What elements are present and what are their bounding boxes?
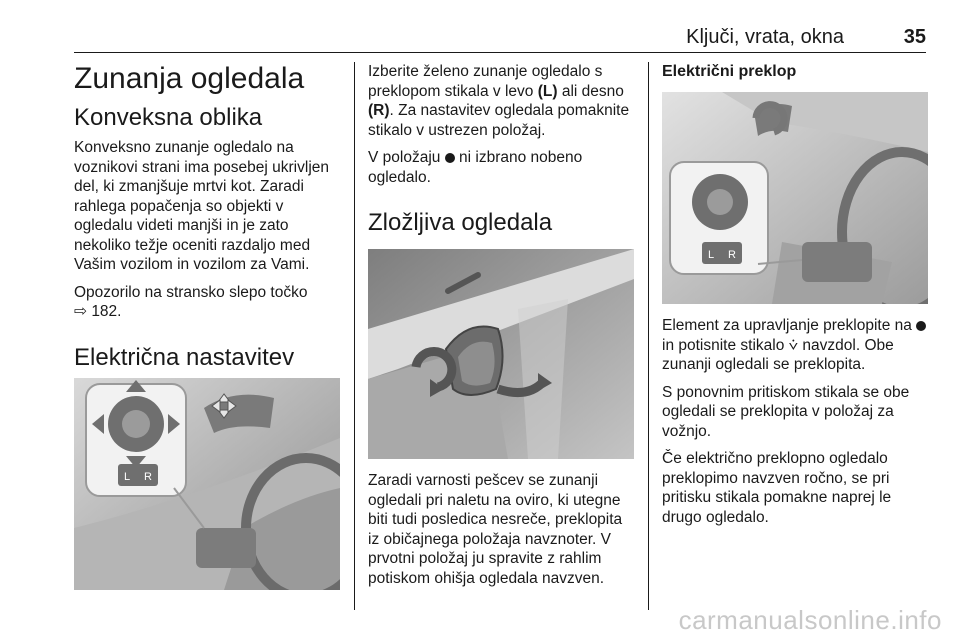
subsection-title-elektricni-preklop: Električni preklop xyxy=(662,63,797,80)
page-header xyxy=(74,22,926,53)
text-run: ali desno xyxy=(557,82,624,100)
paragraph-zaradi-varnosti: Zaradi varnosti pešcev se zunanji ogledali pri naletu na oviro, ki utegne biti tudi posledica nesreče, preklopita iz običajnega položaja navznoter. V prvotni položaj ju spravite z rahlim potiskom ohišja ogledala navzven. xyxy=(368,472,623,587)
figure-folding-mirror xyxy=(368,249,634,459)
text-run: V položaju xyxy=(368,149,445,166)
page-number: 35 xyxy=(903,26,926,48)
text-run: in potisnite stikalo xyxy=(662,336,789,354)
subsection-title-konveksna-oblika: Konveksna oblika xyxy=(74,104,263,131)
text-run: . Za nastavitev ogledala pomaknite stikalo v ustrezen položaj. xyxy=(368,102,630,139)
paragraph-konveksna: Konveksno zunanje ogledalo na voznikovi strani ima posebej ukrivljen del, ki zmanjšuje mrtvi kot. Zaradi rahlega popačenja so objekti v ogledalu videti manjši in je zato nekoliko težje oceniti razdaljo med Vašim vozilom in vozilom za Vami. xyxy=(74,139,330,273)
column-3 xyxy=(662,62,928,535)
label-left-L: (L) xyxy=(537,82,558,100)
text-run: Izberite želeno zunanje ogledalo s preklopom stikala v levo xyxy=(368,63,603,100)
subsection-title-elektricna-nastavitev: Električna nastavitev xyxy=(74,343,295,371)
subsection-title-zlozljiva-ogledala: Zložljiva ogledala xyxy=(368,209,553,236)
filled-circle-icon xyxy=(445,153,455,163)
figure-label-L: L xyxy=(124,470,131,483)
column-divider xyxy=(354,62,355,610)
figure-label-R: R xyxy=(728,249,736,261)
column-2 xyxy=(368,62,634,596)
text-run: ni izbrano nobeno ogledalo. xyxy=(368,149,583,186)
column-divider xyxy=(648,62,649,610)
paragraph-element xyxy=(662,316,928,375)
figure-label-L: L xyxy=(708,249,715,261)
header-title: Ključi, vrata, okna xyxy=(686,26,844,48)
column-1 xyxy=(74,62,340,602)
paragraph-s-ponovnim: S ponovnim pritiskom stikala se obe ogledali se preklopita v položaj za vožnjo. xyxy=(662,383,910,440)
opozorilo-text: Opozorilo na stransko slepo točko xyxy=(74,283,308,301)
text-run: Element za upravljanje preklopite na xyxy=(662,317,917,334)
filled-circle-icon xyxy=(916,321,926,331)
page-reference-link[interactable]: 182. xyxy=(91,303,122,320)
reference-arrow-icon[interactable]: ⇨ xyxy=(74,303,87,320)
figure-electric-fold xyxy=(662,92,928,304)
figure-mirror-adjust xyxy=(74,378,340,590)
watermark: carmanualsonline.info xyxy=(678,605,942,635)
paragraph-v-polozaju xyxy=(368,148,634,187)
fold-switch-icon: ⩒ xyxy=(788,336,799,354)
label-right-R: (R) xyxy=(368,102,390,119)
figure-label-R: R xyxy=(144,470,152,483)
text-run: navzdol. Obe zunanji ogledali se preklopita. xyxy=(662,336,894,373)
paragraph-ce-elektricno: Če električno preklopno ogledalo preklopimo navzven ročno, se pri pritisku stikala pomakne naprej le drugo ogledalo. xyxy=(662,450,892,526)
paragraph-izberite xyxy=(368,62,634,140)
paragraph-opozorilo xyxy=(74,283,340,322)
section-title-zunanja-ogledala: Zunanja ogledala xyxy=(74,62,305,95)
